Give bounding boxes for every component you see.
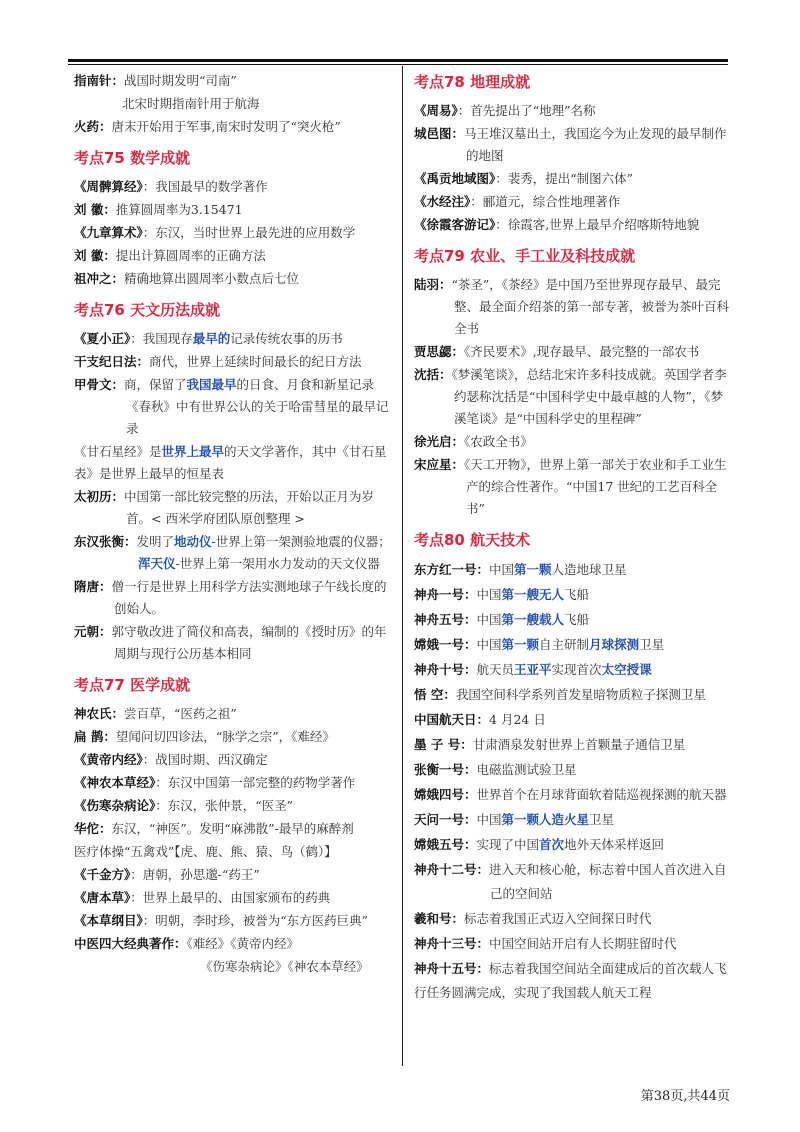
list-item: 中国航天日：4 月24 日 <box>414 712 546 727</box>
list-item: 《水经注》：郦道元，综合性地理著作 <box>414 194 621 209</box>
section-title-80: 考点80 航天技术 <box>414 531 531 549</box>
list-item: 北宋时期指南针用于航海 <box>122 96 260 111</box>
list-item: 嫦娥一号：中国第一颗自主研制月球探测卫星 <box>414 637 665 652</box>
list-item: 羲和号：标志着我国正式迈入空间探日时代 <box>414 911 652 926</box>
column-divider <box>402 66 403 1066</box>
list-item: 《千金方》：唐朝，孙思邈-“药王” <box>74 867 260 882</box>
header-rule-thin <box>68 64 728 65</box>
list-item: 甲骨文：商，保留了我国最早的日食、月食和新星记录《春秋》中有世界公认的关于哈雷彗星的最早记录 <box>74 377 389 436</box>
list-item: 贾思勰：《齐民要术》,现存最早、最完整的一部农书 <box>414 344 700 359</box>
right-column <box>414 70 734 1006</box>
list-item: 神农氏：尝百草，“医药之祖” <box>74 706 237 721</box>
list-item: 神舟五号：中国第一艘载人飞船 <box>414 612 590 627</box>
list-item: 《黄帝内经》：战国时期、西汉确定 <box>74 752 268 767</box>
list-item: 悟 空：我国空间科学系列首发星暗物质粒子探测卫星 <box>414 687 706 702</box>
list-item: 《周髀算经》：我国最早的数学著作 <box>74 179 268 194</box>
list-item: 《徐霞客游记》：徐霞客,世界上最早介绍喀斯特地貌 <box>414 217 700 232</box>
list-item: 《神农本草经》：东汉中国第一部完整的药物学著作 <box>74 775 356 790</box>
section-title-78: 考点78 地理成就 <box>414 73 531 91</box>
list-item: 《九章算术》：东汉，当时世界上最先进的应用数学 <box>74 225 356 240</box>
list-item: 徐光启：《农政全书》 <box>414 434 533 449</box>
list-item: 《甘石星经》是世界上最早的天文学著作，其中《甘石星表》是世界上最早的恒星表 <box>74 444 387 481</box>
section-title-77: 考点77 医学成就 <box>74 676 191 694</box>
list-item: 《夏小正》：我国现存最早的记录传统农事的历书 <box>74 331 343 346</box>
list-item: 中医四大经典著作：《难经》《黄帝内经》 <box>74 936 300 951</box>
section-title-76: 考点76 天文历法成就 <box>74 301 221 319</box>
list-item: 沈括：《梦溪笔谈》，总结北宋许多科技成就。英国学者李约瑟称沈括是“中国科学史中最卓越的人物”，《梦溪笔谈》是“中国科学史的里程碑” <box>414 367 727 426</box>
list-item: 《本草纲目》：明朝，李时珍，被誉为“东方医药巨典” <box>74 913 369 928</box>
section-title-79: 考点79 农业、手工业及科技成就 <box>414 247 636 265</box>
list-item: 隋唐：僧一行是世界上用科学方法实测地球子午线长度的创始人。 <box>74 579 387 616</box>
list-item: 祖冲之：精确地算出圆周率小数点后七位 <box>74 271 300 286</box>
list-item: 干支纪日法：商代，世界上延续时间最长的纪日方法 <box>74 354 362 369</box>
list-item: 城邑图：马王堆汉墓出土，我国迄今为止发现的最早制作的地图 <box>414 126 727 163</box>
list-item: 指南针：战国时期发明“司南” <box>74 73 237 88</box>
list-item: 墨 子 号：甘肃酒泉发射世界上首颗量子通信卫星 <box>414 737 686 752</box>
header-rule-thick <box>68 59 728 62</box>
list-item: 《唐本草》：世界上最早的、由国家颁布的药典 <box>74 890 331 905</box>
list-item: 《伤寒杂病论》：东汉，张仲景，“医圣” <box>74 798 294 813</box>
list-item: 张衡一号：电磁监测试验卫星 <box>414 762 577 777</box>
list-item: 医疗体操“五禽戏”【虎、鹿、熊、猿、鸟（鹤）】 <box>74 844 337 859</box>
list-item: 嫦娥五号：实现了中国首次地外天体采样返回 <box>414 837 665 852</box>
list-item: 神舟一号：中国第一艘无人飞船 <box>414 587 590 602</box>
list-item: 东方红一号：中国第一颗人造地球卫星 <box>414 562 627 577</box>
list-item: 《禹贡地域图》：裴秀，提出“制图六体” <box>414 171 634 186</box>
left-column <box>74 70 394 979</box>
list-item: 东汉张衡：发明了地动仪-世界上第一架测验地震的仪器；浑天仪-世界上第一架用水力发动的天文仪器 <box>74 534 391 571</box>
list-item: 神舟十五号：标志着我国空间站全面建成后的首次载人飞行任务圆满完成，实现了我国载人航天工程 <box>414 961 727 1000</box>
list-item: 太初历：中国第一部比较完整的历法，开始以正月为岁首。< 西米学府团队原创整理 > <box>74 489 375 526</box>
list-item: 天问一号：中国第一颗人造火星卫星 <box>414 812 615 827</box>
list-item: 宋应星：《天工开物》，世界上第一部关于农业和手工业生产的综合性著作。“中国17 世纪的工艺百科全书” <box>414 457 727 516</box>
list-item: 神舟十号：航天员王亚平实现首次太空授课 <box>414 662 652 677</box>
list-item: 刘 徽：提出计算圆周率的正确方法 <box>74 248 266 263</box>
list-item: 《周易》：首先提出了“地理”名称 <box>414 103 596 118</box>
page-number: 第38页,共44页 <box>640 1089 730 1104</box>
list-item: 华佗：东汉，“神医”。发明“麻沸散”-最早的麻醉剂 <box>74 821 354 836</box>
list-item: 刘 徽：推算圆周率为3.15471 <box>74 202 243 217</box>
list-item: 嫦娥四号：世界首个在月球背面软着陆巡视探测的航天器 <box>414 787 727 802</box>
list-item: 《伤寒杂病论》《神农本草经》 <box>200 959 369 974</box>
list-item: 扁 鹊：望闻问切四诊法，“脉学之宗”，《难经》 <box>74 729 335 744</box>
list-item: 神舟十三号：中国空间站开启有人长期驻留时代 <box>414 936 677 951</box>
list-item: 火药：唐末开始用于军事,南宋时发明了“突火枪” <box>74 119 341 134</box>
list-item: 陆羽：“茶圣”，《茶经》是中国乃至世界现存最早、最完整、最全面介绍茶的第一部专著，被誉为茶叶百科全书 <box>414 277 730 336</box>
section-title-75: 考点75 数学成就 <box>74 149 191 167</box>
list-item: 元朝：郭守敬改进了简仪和高表，编制的《授时历》的年周期与现行公历基本相同 <box>74 624 387 661</box>
list-item: 神舟十二号：进入天和核心舱，标志着中国人首次进入自己的空间站 <box>414 862 727 901</box>
